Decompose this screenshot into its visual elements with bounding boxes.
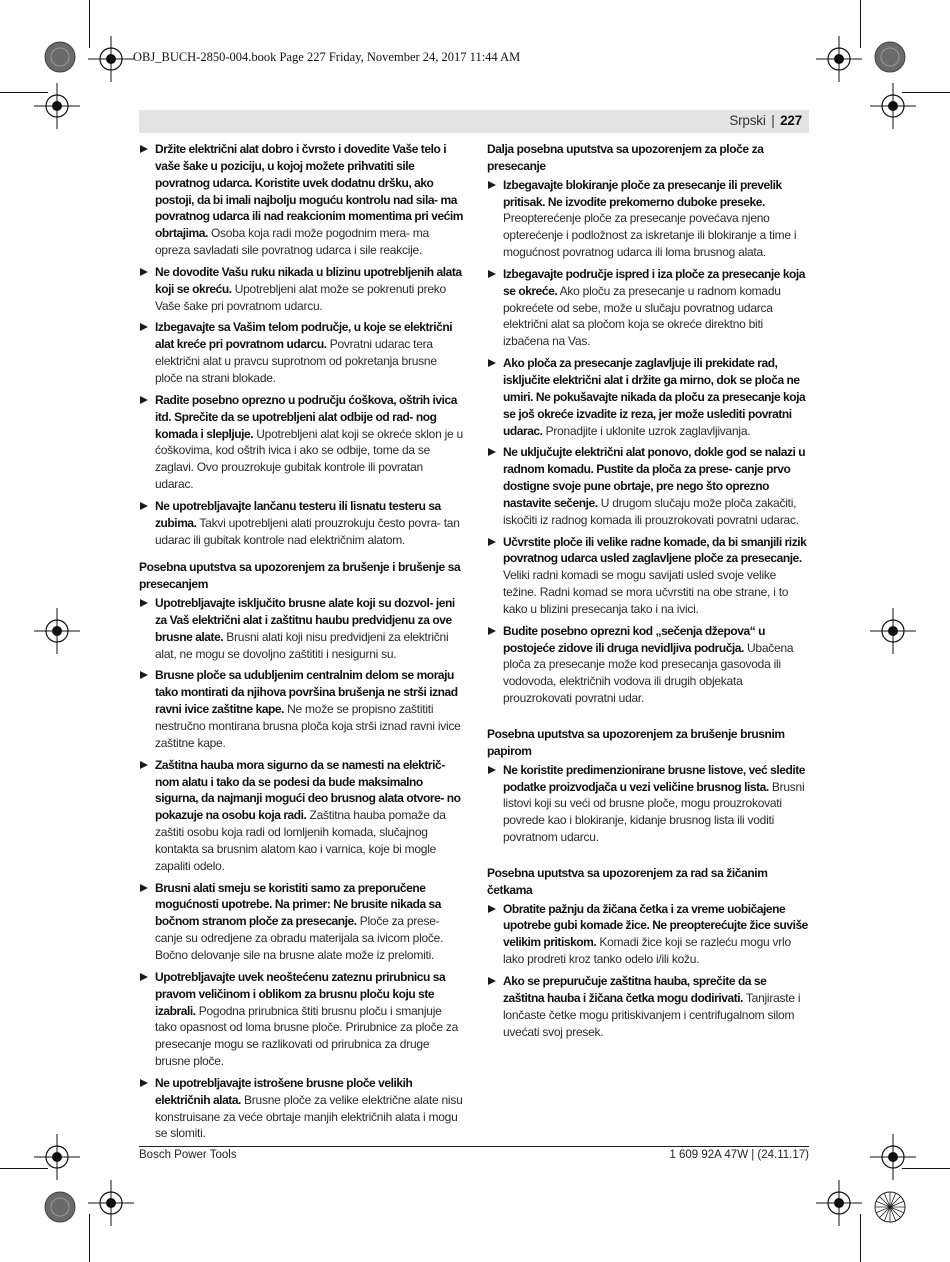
bullet-triangle-icon [488, 359, 496, 367]
safety-instruction: Upotrebljavajte uvek neoštećenu zateznu prirubnicu sa pravom veličinom i oblikom za brusnu ploču koju ste izabrali. Pogodna prirubnica štiti brusnu ploču i smanjuje tako opasnost od loma brusne ploče. Prirubnice za ploče za presecanje mogu se razlikovati od prirubnica za druge brusne ploče. [139, 969, 464, 1070]
left-column [139, 141, 464, 1147]
color-bar-rosette-icon [44, 1191, 76, 1223]
safety-instruction: Izbegavajte blokiranje ploče za presecanje ili prevelik pritisak. Ne izvodite prekomerno duboke preseke. Preopterećenje ploče za presecanje povećava njeno opterećenje i podložnost za iskretanje ili blokiranje a time i mogućnost povratnog udarca ili loma brusnog alata. [487, 177, 809, 261]
section-heading: Posebna uputstva sa upozorenjem za rad sa žičanim četkama [487, 865, 768, 897]
color-bar-rosette-icon [44, 41, 76, 73]
bullet-triangle-icon [488, 905, 496, 913]
safety-instruction: Učvrstite ploče ili velike radne komade, da bi smanjili rizik povratnog udarca usled zaglavljene ploče za presecanje. Veliki radni komadi se mogu savijati usled svoje velike težine. Radni komad se mora učvrstiti na obe strane, i to kako u blizini presecanja tako i na ivici. [487, 534, 809, 618]
safety-instruction: Izbegavajte sa Vašim telom područje, u koje se električni alat kreće pri povratnom udarcu. Povratni udarac tera električni alat u pravcu suprotnom od pokretanja brusne ploče na strani blokade. [139, 319, 464, 386]
bullet-triangle-icon [140, 671, 148, 679]
bullet-triangle-icon [140, 502, 148, 510]
spacer [487, 851, 809, 865]
footer-brand: Bosch Power Tools [139, 1149, 237, 1161]
book-file-info: OBJ_BUCH-2850-004.book Page 227 Friday, November 24, 2017 11:44 AM [133, 50, 521, 64]
safety-instruction: Držite električni alat dobro i čvrsto i dovedite Vaše telo i vaše šake u poziciju, u kojoj možete prihvatiti sile povratnog udarca. Koristite uvek dodatnu dršku, ako postoji, da bi imali najbolju moguću kontrolu nad sila- ma povratnog udarca ili nad reakcionim momentima pri većim obrtajima. Osoba koja radi može pogodnim mera- ma opreza savladati sile povratnog udarca i sile reakcije. [139, 141, 464, 259]
safety-instruction: Radite posebno oprezno u području ćoškova, oštrih ivica itd. Sprečite da se upotrebljeni alat odbije od rad- nog komada i sleplјuje. Upotrebljeni alat koji se okreće sklon je u ćoškovima, kod oštrih ivica i ako se odbije, tome da se zaglavi. Ovo prouzrokuje gubitak kontrole ili povratan udarac. [139, 392, 464, 493]
registration-mark-icon [34, 1134, 80, 1180]
safety-instruction: Upotrebljavajte isključito brusne alate koji su dozvol- jeni za Vaš električni alat i zaštitnu haubu predvidjenu za ove brusne alate. Brusni alati koji nisu predvidjeni za električni alat, ne mogu se dovoljno zaštititi i nesigurni su. [139, 595, 464, 662]
section-heading: Posebna uputstva sa upozorenjem za brušenje i brušenje sa presecanjem [139, 560, 461, 592]
color-bar-rosette-icon [874, 41, 906, 73]
section-heading: Dalja posebna uputstva sa upozorenjem za ploče za presecanje [487, 142, 764, 173]
footer-document-number: 1 609 92A 47W | (24.11.17) [669, 1149, 809, 1161]
bullet-triangle-icon [140, 396, 148, 404]
registration-mark-icon [816, 36, 862, 82]
safety-instruction: Ne koristite predimenzionirane brusne listove, već sledite podatke proizvodjača u vezi veličine brusnog lista. Brusni listovi koji su veći od brusne ploče, mogu prouzrokovati povrede kao i blokiranje, kidanje brusnog lista ili voditi povratnom udarcu. [487, 762, 809, 846]
registration-mark-icon [88, 36, 134, 82]
bullet-triangle-icon [140, 268, 148, 276]
safety-instruction: Ne dovodite Vašu ruku nikada u blizinu upotrebljenih alata koji se okreću. Upotrebljeni alat može se pokrenuti preko Vaše šake pri povratnom udarcu. [139, 264, 464, 315]
page-number: 227 [780, 113, 802, 128]
safety-instruction: Ne upotrebljavajte lančanu testeru ili lisnatu testeru sa zubima. Takvi upotrebljeni alati prouzrokuju često povra- tan udarac ili gubitak kontrole nad električnim alatom. [139, 498, 464, 549]
bullet-triangle-icon [140, 599, 148, 607]
footer-rule [139, 1146, 809, 1147]
safety-instruction: Ne uključujte električni alat ponovo, dokle god se nalazi u radnom komadu. Pustite da ploča za prese- canje prvo dostigne svoje pune obrtaje, pre nego što oprezno nastavite sečenje. U drugom slučaju može ploča zakačiti, iskočiti iz radnog komada ili prouzrokovati povratni udarac. [487, 444, 809, 528]
safety-instruction: Ako se prepuručuje zaštitna hauba, sprečite da se zaštitna hauba i žičana četka mogu dodirivati. Tanjiraste i lončaste četke mogu pritiskivanjem i centrifugalnom silom uvećati svoj presek. [487, 973, 809, 1040]
safety-instruction: Zaštitna hauba mora sigurno da se namesti na električ- nom alatu i tako da se podesi da bude maksimalno sigurna, da najmanji mogući deo brusnog alata otvore- no pokazuje na osobu koja radi. Zaštitna hauba pomaže da zaštiti osobu koja radi od lomljenih komada, slučajnog kontakta sa brusnim alatom kao i varnica, koje bi mogle zapaliti odelo. [139, 757, 464, 875]
bullet-triangle-icon [488, 766, 496, 774]
right-column [487, 141, 809, 1045]
color-bar-rosette-icon [874, 1191, 906, 1223]
bullet-triangle-icon [140, 973, 148, 981]
safety-instruction: Brusne ploče sa udubljenim centralnim delom se moraju tako montirati da njihova površina brušenja ne strši iznad ravni ivice zaštitne kape. Ne može se propisno zaštititi nestručno montirana brusna ploča koja strši iznad ravni ivice zaštitne kape. [139, 667, 464, 751]
spacer [487, 712, 809, 726]
bullet-triangle-icon [140, 884, 148, 892]
bullet-triangle-icon [488, 181, 496, 189]
registration-mark-icon [816, 1180, 862, 1226]
bullet-triangle-icon [140, 145, 148, 153]
safety-instruction: Ako ploča za presecanje zaglavljuje ili prekidate rad, isključite električni alat i držite ga mirno, dok se ploča ne umiri. Ne pokušavajte nikada da ploču za presecanje koja se još okreće izvadite iz reza, jer može uslediti povratni udarac. Pronadjite i uklonite uzrok zaglavljivanja. [487, 355, 809, 439]
bullet-triangle-icon [488, 270, 496, 278]
bullet-triangle-icon [488, 538, 496, 546]
section-heading: Posebna uputstva sa upozorenjem za brušenje brusnim papirom [487, 727, 785, 758]
safety-instruction: Obratite pažnju da žičana četka i za vreme uobičajene upotrebe gubi komade žice. Ne preopterećujte žice suviše velikim pritiskom. Komadi žice koji se razleću mogu vrlo lako prodreti kroz tanko odelo i/ili kožu. [487, 901, 809, 968]
registration-mark-icon [870, 1134, 916, 1180]
safety-instruction: Budite posebno oprezni kod „sečenja džepova“ u postojeće zidove ili druga nevidljiva područja. Ubačena ploča za presecanje može kod presecanja gasovoda ili vodovoda, električnih vodova ili drugih objekata prouzrokovati povratni udar. [487, 623, 809, 707]
safety-instruction: Izbegavajte područje ispred i iza ploče za presecanje koja se okreće. Ako ploču za presecanje u radnom komadu pokrećete od sebe, može u slučaju povratnog udarca električni alat sa pločom koja se okreće direktno biti izbačena na Vas. [487, 266, 809, 350]
registration-mark-icon [88, 1180, 134, 1226]
running-header [729, 113, 802, 128]
bullet-triangle-icon [488, 977, 496, 985]
bullet-triangle-icon [140, 1079, 148, 1087]
bullet-triangle-icon [488, 627, 496, 635]
header-bar [139, 110, 809, 133]
registration-mark-icon [870, 83, 916, 129]
header-separator: | [771, 113, 775, 128]
header-language: Srpski [729, 113, 766, 128]
safety-instruction: Ne upotrebljavajte istrošene brusne ploče velikih električnih alata. Brusne ploče za velike električne alate nisu konstruisane za veće obrtaje manjih električnih alata i mogu se slomiti. [139, 1075, 464, 1142]
safety-instruction: Brusni alati smeju se koristiti samo za preporučene mogućnosti upotrebe. Na primer: Ne brusite nikada sa bočnom stranom ploče za presecanje. Ploče za prese- canje su odredjene za obradu materijala sa ivicom ploče. Bočno delovanje sile na brusne alate može iz prelomiti. [139, 880, 464, 964]
registration-mark-icon [34, 83, 80, 129]
registration-mark-icon [870, 608, 916, 654]
registration-mark-icon [34, 608, 80, 654]
bullet-triangle-icon [140, 323, 148, 331]
bullet-triangle-icon [488, 448, 496, 456]
bullet-triangle-icon [140, 761, 148, 769]
